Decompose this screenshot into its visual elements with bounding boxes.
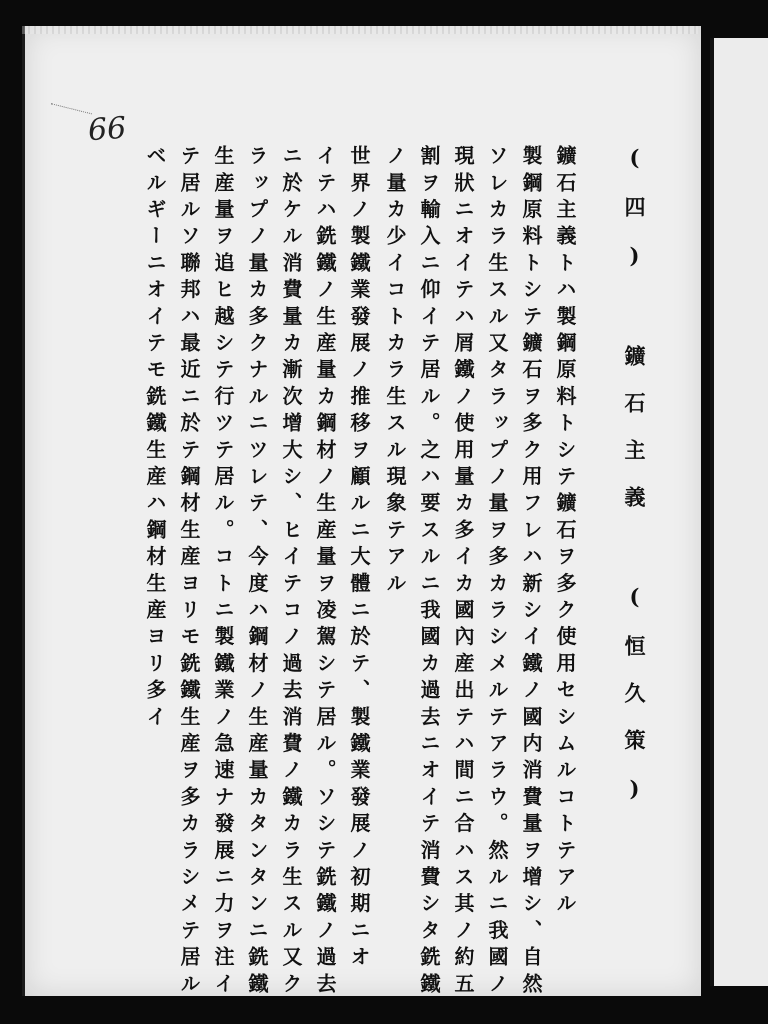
text-column-4: 現狀ニオイテハ屑鐵ノ使用量カ多イカ國內産出テハ間ニ合ハス其ノ約五: [451, 145, 475, 1000]
text-column-11: 生産量ヲ追ヒ越シテ行ツテ居ル。コトニ製鐵業ノ急速ナ發展ニ力ヲ注イ: [211, 145, 235, 1000]
adjacent-page-edge: [710, 38, 768, 986]
vertical-text-block: [125, 145, 647, 1000]
text-column-3: ソレカラ生スル又タラップノ量ヲ多カラシメルテアラウ。然ルニ我國ノ: [485, 145, 509, 1000]
text-column-5: 割ヲ輸入ニ仰イテ居ル。之ハ要スルニ我國カ過去ニオイテ消費シタ銑鐵: [417, 145, 441, 1000]
text-column-10: ラップノ量カ多クナルニツレテ、今度ハ鋼材ノ生産量カタンタンニ銑鐵: [245, 145, 269, 1000]
text-column-1: 鑛石主義トハ製鋼原料トシテ鑛石ヲ多ク使用セシムルコトテアル: [553, 145, 577, 920]
text-column-7: 世界ノ製鐵業發展ノ推移ヲ顧ルニ大體ニ於テ、製鐵業發展ノ初期ニオ: [347, 145, 371, 973]
text-column-13: ベルギーニオイテモ銑鐵生産ハ鋼材生産ヨリ多イ: [143, 145, 167, 733]
section-heading: (四) 鑛石主義 (恒久策): [622, 145, 647, 827]
page-top-edge: [22, 26, 698, 34]
text-column-12: テ居ルソ聯邦ハ最近ニ於テ鋼材生産ヨリモ銑鐵生産ヲ多カラシメテ居ル: [177, 145, 201, 1000]
text-column-6: ノ量カ少イコトカラ生スル現象テアル: [383, 145, 407, 599]
page-number: 66: [86, 110, 128, 149]
text-column-9: ニ於ケル消費量カ漸次增大シ、ヒイテコノ過去消費ノ鐵カラ生スル又ク: [279, 145, 303, 1000]
text-column-2: 製鋼原料トシテ鑛石ヲ多ク用フレハ新シイ鐵ノ國内消費量ヲ增シ、自然: [519, 145, 543, 1000]
text-column-8: イテハ銑鐵ノ生産量カ鋼材ノ生産量ヲ凌駕シテ居ル。ソシテ銑鐵ノ過去: [313, 145, 337, 1000]
